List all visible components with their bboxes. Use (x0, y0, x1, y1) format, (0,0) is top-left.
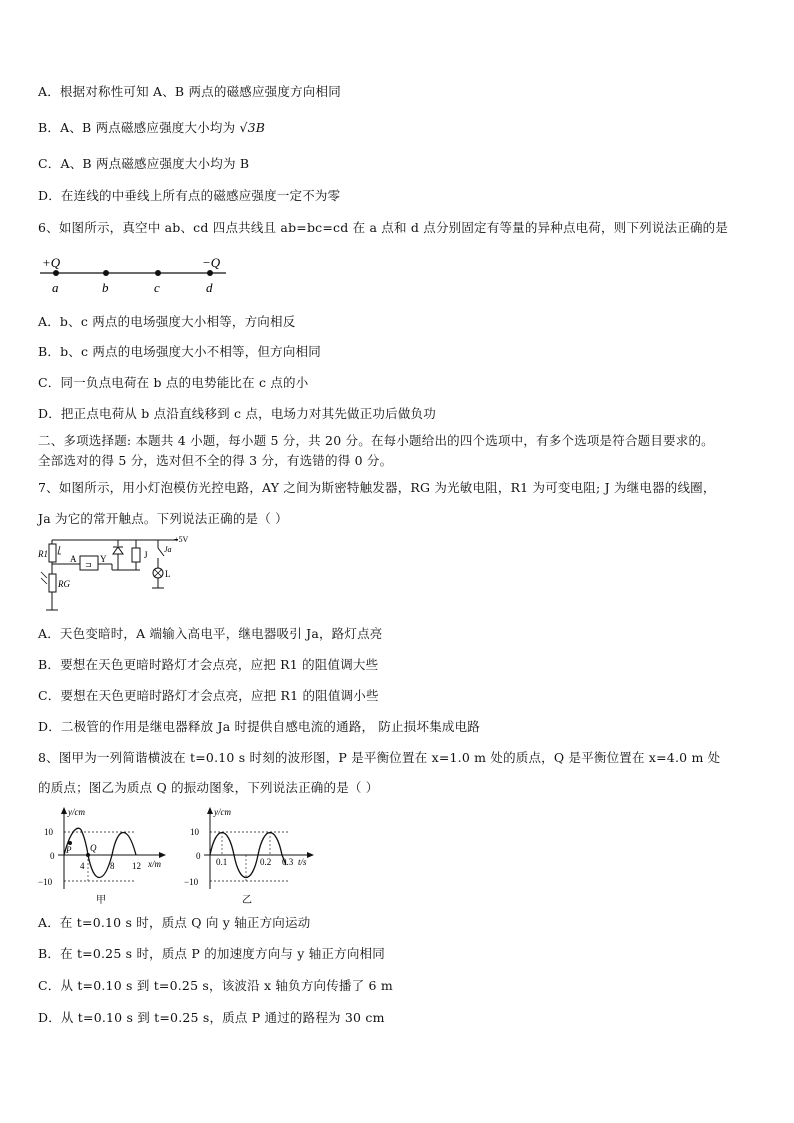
q8b-ylabel: y/cm (214, 807, 231, 817)
q7-r1-resistor (49, 544, 56, 562)
q5-option-b (38, 120, 764, 136)
q6-point-c (155, 270, 161, 276)
q7-vcc-label: +5V (174, 535, 189, 544)
q8a-ylabel: y/cm (68, 807, 85, 817)
q7-option-c: C．要想在天色更暗时路灯才会点亮，应把 R1 的阻值调小些 (38, 688, 379, 703)
q8a-y-arrow (61, 807, 67, 814)
section2-instructions-2: 全部选对的得 5 分，选对但不全的得 3 分，有选错的得 0 分。 (38, 453, 393, 468)
q7-stem-2: Ja 为它的常开触点。下列说法正确的是（ ） (38, 511, 288, 526)
q8b-ytick-neg10: −10 (184, 877, 199, 887)
q5-option-a: A．根据对称性可知 A、B 两点的磁感应强度方向相同 (38, 84, 341, 99)
q8-wave-graph-a (36, 803, 171, 907)
q7-r1-wiper (58, 546, 61, 554)
q7-rg-resistor (49, 574, 56, 592)
q8a-caption: 甲 (96, 895, 106, 906)
q6-label-a: a (52, 280, 59, 295)
q8b-ytick-0: 0 (196, 851, 201, 861)
q8a-q-label: Q (90, 843, 97, 853)
q7-stem-1: 7、如图所示，用小灯泡模仿光控电路，AY 之间为斯密特触发器，RG 为光敏电阻，R1 为可变电阻; J 为继电器的线圈， (38, 480, 716, 495)
q7-light-arrow-1 (41, 572, 47, 578)
q7-light-arrow-2 (41, 578, 47, 584)
q8-option-a: A．在 t=0.10 s 时，质点 Q 向 y 轴正方向运动 (38, 915, 311, 930)
q5-option-c: C．A、B 两点磁感应强度大小均为 B (38, 156, 250, 171)
q7-r1-label: R1 (38, 549, 48, 559)
q8-stem-2: 的质点；图乙为质点 Q 的振动图象，下列说法正确的是（ ） (38, 780, 379, 795)
q8-option-c: C．从 t=0.10 s 到 t=0.25 s，该波沿 x 轴负方向传播了 6 m (38, 978, 393, 993)
q8-vibration-graph-b (182, 803, 320, 907)
q6-option-b: B．b、c 两点的电场强度大小不相等，但方向相同 (38, 344, 321, 359)
q8a-x-arrow (159, 852, 166, 858)
q8a-xtick-4: 4 (80, 861, 85, 871)
q8a-ytick-10: 10 (44, 827, 53, 837)
q8b-caption: 乙 (242, 895, 252, 906)
section2-instructions-1: 二、多项选择题: 本题共 4 小题，每小题 5 分，共 20 分。在每小题给出的四个选项中，有多个选项是符合题目要求的。 (38, 433, 714, 448)
q7-schmitt-symbol: ⊐ (85, 560, 92, 569)
q6-option-c: C．同一负点电荷在 b 点的电势能比在 c 点的小 (38, 375, 309, 390)
q7-circuit-figure (38, 532, 198, 614)
q6-right-charge: −Q (202, 255, 221, 270)
q8a-wave-curve (64, 828, 136, 877)
q8b-ytick-10: 10 (190, 827, 199, 837)
q6-charge-line-figure (38, 254, 238, 298)
q5-option-d: D．在连线的中垂线上所有点的磁感应强度一定不为零 (38, 188, 341, 203)
q7-ja-label: Ja (164, 545, 172, 554)
q6-label-c: c (154, 280, 160, 295)
q6-option-d: D．把正点电荷从 b 点沿直线移到 c 点，电场力对其先做正功后做负功 (38, 406, 436, 421)
q7-rg-label: RG (58, 579, 70, 589)
q6-label-d: d (206, 280, 213, 295)
q8a-ytick-neg10: −10 (38, 877, 53, 887)
q8b-xtick-0.1: 0.1 (216, 857, 228, 867)
q8a-xlabel: x/m (148, 859, 161, 869)
q8b-xtick-0.3: 0.3 (282, 857, 294, 867)
q8b-y-arrow (207, 807, 213, 814)
q8a-xtick-8: 8 (110, 861, 115, 871)
q5-option-b-text: B．A、B 两点磁感应强度大小均为 (38, 120, 236, 135)
q8b-xtick-0.2: 0.2 (260, 857, 272, 867)
q8-option-d: D．从 t=0.10 s 到 t=0.25 s，质点 P 通过的路程为 30 cm (38, 1010, 385, 1025)
q7-option-b: B．要想在天色更暗时路灯才会点亮，应把 R1 的阻值调大些 (38, 657, 379, 672)
q7-option-d: D．二极管的作用是继电器释放 Ja 时提供自感电流的通路， 防止损坏集成电路 (38, 719, 481, 734)
q8a-xtick-12: 12 (132, 861, 141, 871)
q6-point-b (103, 270, 109, 276)
q6-point-d (207, 270, 213, 276)
q6-label-b: b (102, 280, 109, 295)
q7-j-label: J (144, 550, 148, 560)
q8a-ytick-0: 0 (50, 851, 55, 861)
q8b-xlabel: t/s (298, 857, 307, 867)
q5-option-b-value: √3B (239, 120, 266, 135)
q8a-p-label: P (66, 845, 72, 855)
q7-l-label: L (165, 569, 171, 579)
q7-y-label: Y (100, 554, 107, 564)
q8-stem-1: 8、图甲为一列简谐横波在 t=0.10 s 时刻的波形图，P 是平衡位置在 x=1.0 m 处的质点，Q 是平衡位置在 x=4.0 m 处 (38, 750, 721, 765)
q6-stem: 6、如图所示，真空中 ab、cd 四点共线且 ab=bc=cd 在 a 点和 d 点分别固定有等量的异种点电荷，则下列说法正确的是 (38, 220, 729, 235)
q6-point-a (53, 270, 59, 276)
q8b-x-arrow (307, 852, 314, 858)
q7-diode (113, 547, 123, 554)
q7-a-label: A (70, 554, 77, 564)
q6-left-charge: +Q (42, 255, 61, 270)
q7-option-a: A．天色变暗时，A 端输入高电平，继电器吸引 Ja，路灯点亮 (38, 626, 383, 641)
q8-option-b: B．在 t=0.25 s 时，质点 P 的加速度方向与 y 轴正方向相同 (38, 946, 385, 961)
q7-relay-coil (132, 548, 140, 562)
q6-option-a: A．b、c 两点的电场强度大小相等，方向相反 (38, 314, 296, 329)
